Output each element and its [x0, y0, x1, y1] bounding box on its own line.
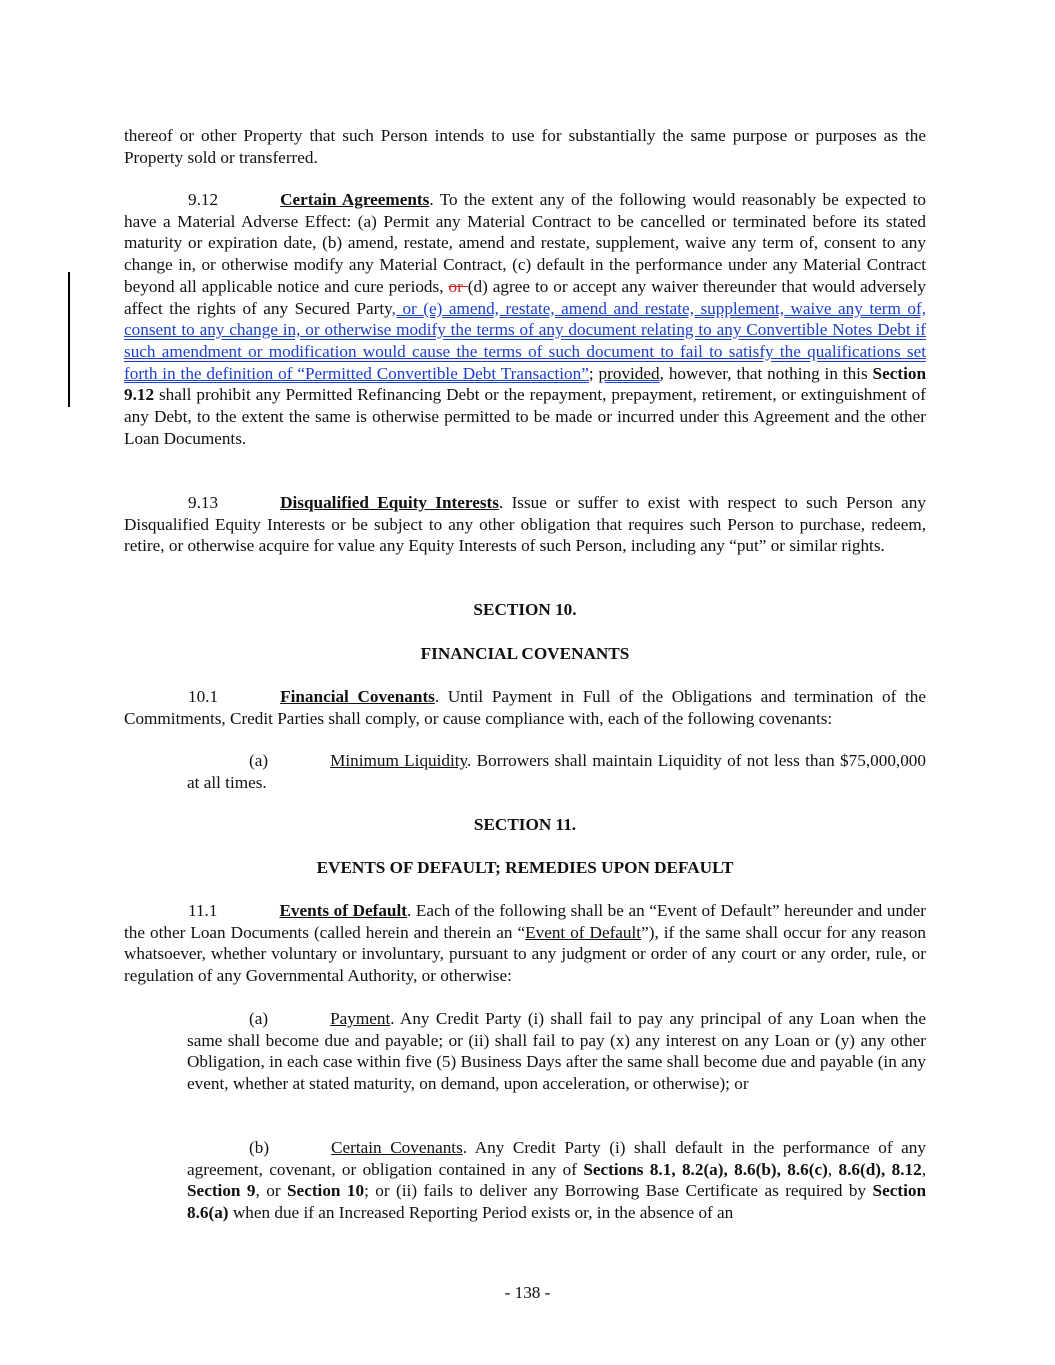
subsection-label: (a) — [249, 1009, 269, 1028]
section-text: . Each of the following shall be an “Event of Default” hereunder and under the other Loan Documents (called herein and therein an “ — [124, 901, 926, 942]
section-title: Financial Covenants — [280, 687, 435, 706]
separator: , — [827, 1159, 839, 1179]
section-text: . Issue or suffer to exist with respect to such Person any Disqualified Equity Interests or be subject to any other obligation that requires such Person to purchase, redeem, retire, or otherwise acquire for value any Equity Interests of such Person, including any “put” or similar rights. — [124, 493, 926, 556]
section-reference: Section 10 — [287, 1181, 365, 1201]
paragraph-continuation — [124, 125, 926, 168]
subsection-text: . Any Credit Party (i) shall fail to pay any principal of any Loan when the same shall become due and payable; or (ii) shall fail to pay (x) any interest on any Loan or (y) any other Obligation, in each case within five (5) Business Days after the same shall become due and payable (in any event, whether at stated maturity, on demand, upon acceleration, or otherwise); or — [187, 1009, 926, 1094]
section-11-heading: SECTION 11. — [473, 815, 577, 834]
page-number: - 138 - — [504, 1283, 551, 1302]
subsection-label: (b) — [249, 1138, 270, 1157]
separator: , or — [255, 1181, 287, 1201]
paragraph-text: thereof or other Property that such Person intends to use for substantially the same purpose or purposes as the Property sold or transferred. — [124, 126, 926, 167]
subsection-11-1-a — [187, 1008, 926, 1095]
deleted-text: or — [448, 276, 468, 296]
separator: , — [921, 1159, 927, 1179]
section-number: 9.12 — [188, 190, 219, 209]
section-text: (d) agree to or accept any waiver thereunder that would adversely affect the rights of any Secured Party — [124, 276, 926, 318]
section-9-13 — [124, 492, 926, 557]
subsection-text: . Any Credit Party (i) shall default in the performance of any agreement, covenant, or obligation contained in any of — [187, 1138, 926, 1179]
provided-term: provided — [598, 363, 660, 383]
section-reference: Section 8.6(a) — [187, 1181, 926, 1223]
subsection-text: . Borrowers shall maintain Liquidity of not less than $75,000,000 at all times. — [187, 751, 926, 792]
section-9-12 — [124, 189, 926, 449]
defined-term: Event of Default — [525, 922, 642, 942]
section-11-title: EVENTS OF DEFAULT; REMEDIES UPON DEFAULT — [316, 858, 734, 877]
subsection-11-1-b — [187, 1137, 926, 1224]
section-text: . To the extent any of the following would reasonably be expected to have a Material Adverse Effect: (a) Permit any Material Contract to be cancelled or terminated before its stated maturity or expiration date, (b) amend, restate, amend and restate, supplement, waive any term of, consent to any change in, or otherwise modify any Material Contract, (c) default in the performance under any Material Contract beyond all applicable notice and cure periods, — [124, 190, 926, 296]
revision-change-bar — [68, 272, 70, 407]
subsection-title: Certain Covenants — [331, 1138, 463, 1157]
subsection-text: ; or (ii) fails to deliver any Borrowing Base Certificate as required by — [364, 1181, 873, 1201]
section-text: . Until Payment in Full of the Obligations and termination of the Commitments, Credit Parties shall comply, or cause compliance with, each of the following covenants: — [124, 687, 926, 728]
section-11-1 — [124, 900, 926, 987]
section-10-title: FINANCIAL COVENANTS — [420, 644, 630, 663]
inserted-text: , or (e) amend, restate, amend and restate, supplement, waive any term of, consent to any change in, or otherwise modify the terms of any document relating to any Convertible Notes Debt if such amendment or modification would cause the terms of such document to fail to satisfy the qualifications set forth in the definition of “Permitted Convertible Debt Transaction” — [124, 298, 926, 383]
section-number: 10.1 — [188, 687, 219, 706]
section-text: shall prohibit any Permitted Refinancing Debt or the repayment, prepayment, retirement, or extinguishment of any Debt, to the extent the same is otherwise permitted to be made or incurred under this Agreement and the other Loan Documents. — [124, 385, 926, 448]
section-reference: Sections 8.1, 8.2(a), 8.6(b), 8.6(c) — [583, 1159, 828, 1179]
subsection-title: Minimum Liquidity — [330, 751, 468, 770]
section-text: , however, that nothing in this — [659, 363, 873, 383]
section-number: 9.13 — [188, 493, 219, 512]
section-reference: Section 9 — [187, 1181, 256, 1201]
section-number: 11.1 — [188, 901, 218, 920]
subsection-10-1-a — [187, 750, 926, 793]
section-text: ”), if the same shall occur for any reason whatsoever, whether voluntary or involuntary, pursuant to any judgment or order of any court or any order, rule, or regulation of any Governmental Authority, or otherwise: — [124, 922, 926, 986]
subsection-label: (a) — [249, 751, 269, 770]
section-title: Events of Default — [279, 901, 407, 920]
section-reference: 8.6(d), 8.12 — [838, 1159, 922, 1179]
section-title: Disqualified Equity Interests — [280, 493, 499, 512]
section-10-heading: SECTION 10. — [473, 600, 577, 619]
subsection-title: Payment — [330, 1009, 391, 1028]
section-text: ; — [588, 363, 599, 383]
subsection-text: when due if an Increased Reporting Period exists or, in the absence of an — [228, 1203, 734, 1223]
section-title: Certain Agreements — [280, 190, 430, 209]
section-reference: Section 9.12 — [124, 363, 926, 405]
section-10-1 — [124, 686, 926, 729]
